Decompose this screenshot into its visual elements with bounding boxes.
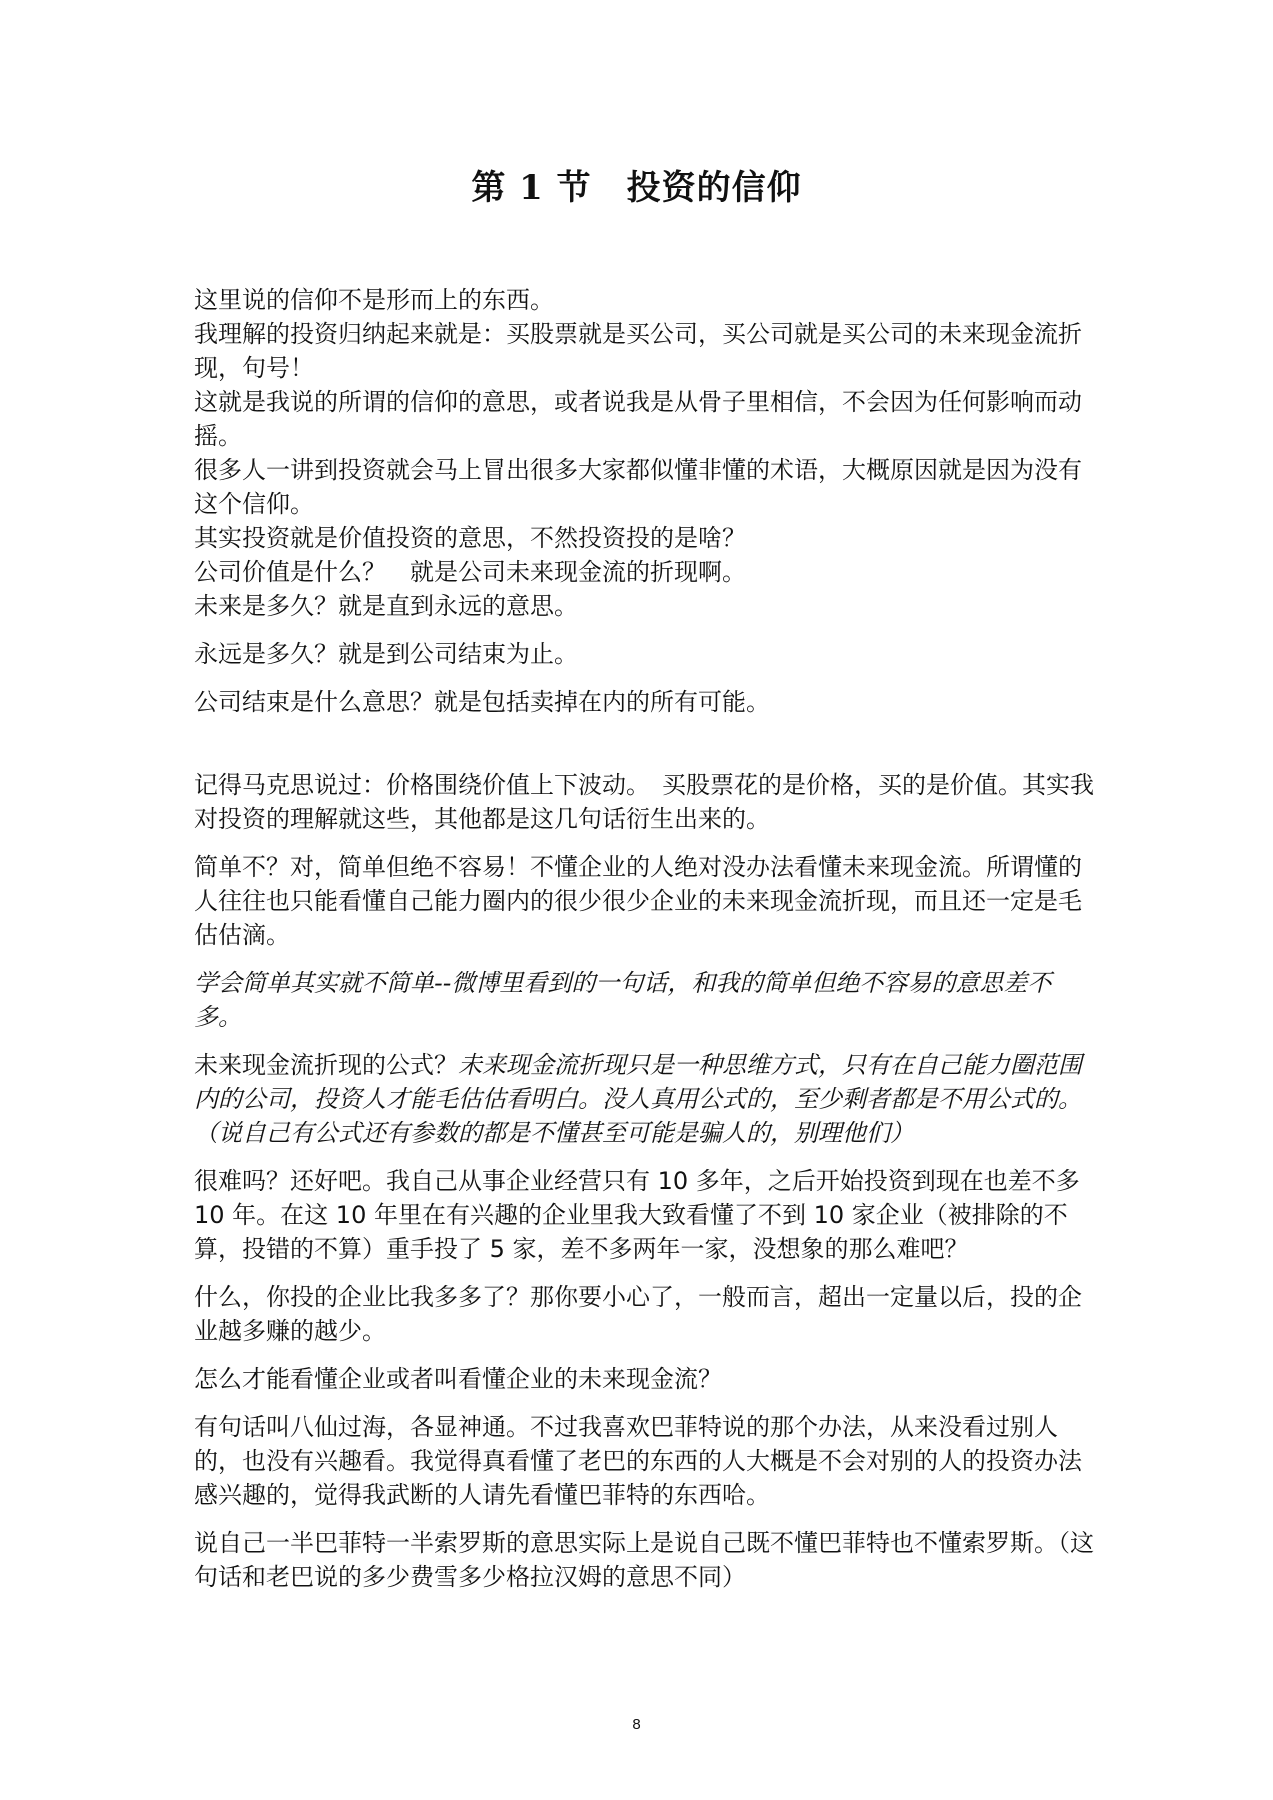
paragraph-16: 怎么才能看懂企业或者叫看懂企业的未来现金流？ <box>194 1365 722 1393</box>
paragraph-14: 很难吗？还好吧。我自己从事企业经营只有 10 多年，之后开始投资到现在也差不多 10 年。在这 10 年里在有兴趣的企业里我大致看懂了不到 10 家企业（被排除的不算，投错的不算）重手投了 5 家，差不多两年一家，没想象的那么难吧？ <box>194 1167 1080 1263</box>
paragraph-11: 简单不？对，简单但绝不容易！不懂企业的人绝对没办法看懂未来现金流。所谓懂的人往往也只能看懂自己能力圈内的很少很少企业的未来现金流折现，而且还一定是毛估估滴。 <box>194 853 1082 949</box>
section-title: 第 1 节 投资的信仰 <box>471 168 802 208</box>
paragraph-3: 这就是我说的所谓的信仰的意思，或者说我是从骨子里相信，不会因为任何影响而动摇。 <box>194 388 1082 450</box>
paragraph-15: 什么，你投的企业比我多多了？那你要小心了，一般而言，超出一定量以后，投的企业越多赚的越少。 <box>194 1283 1082 1345</box>
paragraph-2: 我理解的投资归纳起来就是：买股票就是买公司，买公司就是买公司的未来现金流折现，句号！ <box>194 320 1082 382</box>
paragraph-13 <box>194 1048 1094 1150</box>
paragraph-17: 有句话叫八仙过海，各显神通。不过我喜欢巴菲特说的那个办法，从来没看过别人的，也没有兴趣看。我觉得真看懂了老巴的东西的人大概是不会对别的人的投资办法感兴趣的，觉得我武断的人请先看懂巴菲特的东西哈。 <box>194 1413 1082 1509</box>
page-number: 8 <box>632 1716 641 1733</box>
paragraph-1: 这里说的信仰不是形而上的东西。 <box>194 286 554 314</box>
paragraph-5: 其实投资就是价值投资的意思，不然投资投的是啥？ <box>194 524 746 552</box>
paragraph-4: 很多人一讲到投资就会马上冒出很多大家都似懂非懂的术语，大概原因就是因为没有这个信仰。 <box>194 456 1082 518</box>
paragraph-13-italic: 未来现金流折现只是一种思维方式，只有在自己能力圈范围内的公司，投资人才能毛估估看明白。没人真用公式的，至少剩者都是不用公式的。（说自己有公式还有参数的都是不懂甚至可能是骗人的，别理他们） <box>194 1051 1082 1147</box>
paragraph-8: 永远是多久？就是到公司结束为止。 <box>194 640 578 668</box>
paragraph-6: 公司价值是什么？ 就是公司未来现金流的折现啊。 <box>194 558 746 586</box>
paragraph-12-quote: 学会简单其实就不简单--微博里看到的一句话，和我的简单但绝不容易的意思差不多。 <box>194 969 1052 1031</box>
paragraph-10: 记得马克思说过：价格围绕价值上下波动。 买股票花的是价格，买的是价值。其实我对投资的理解就这些，其他都是这几句话衍生出来的。 <box>194 771 1094 833</box>
paragraph-18: 说自己一半巴菲特一半索罗斯的意思实际上是说自己既不懂巴菲特也不懂索罗斯。（这句话和老巴说的多少费雪多少格拉汉姆的意思不同） <box>194 1529 1094 1591</box>
paragraph-9: 公司结束是什么意思？就是包括卖掉在内的所有可能。 <box>194 688 770 716</box>
paragraph-13-lead: 未来现金流折现的公式？ <box>194 1051 458 1079</box>
paragraph-7: 未来是多久？就是直到永远的意思。 <box>194 592 578 620</box>
